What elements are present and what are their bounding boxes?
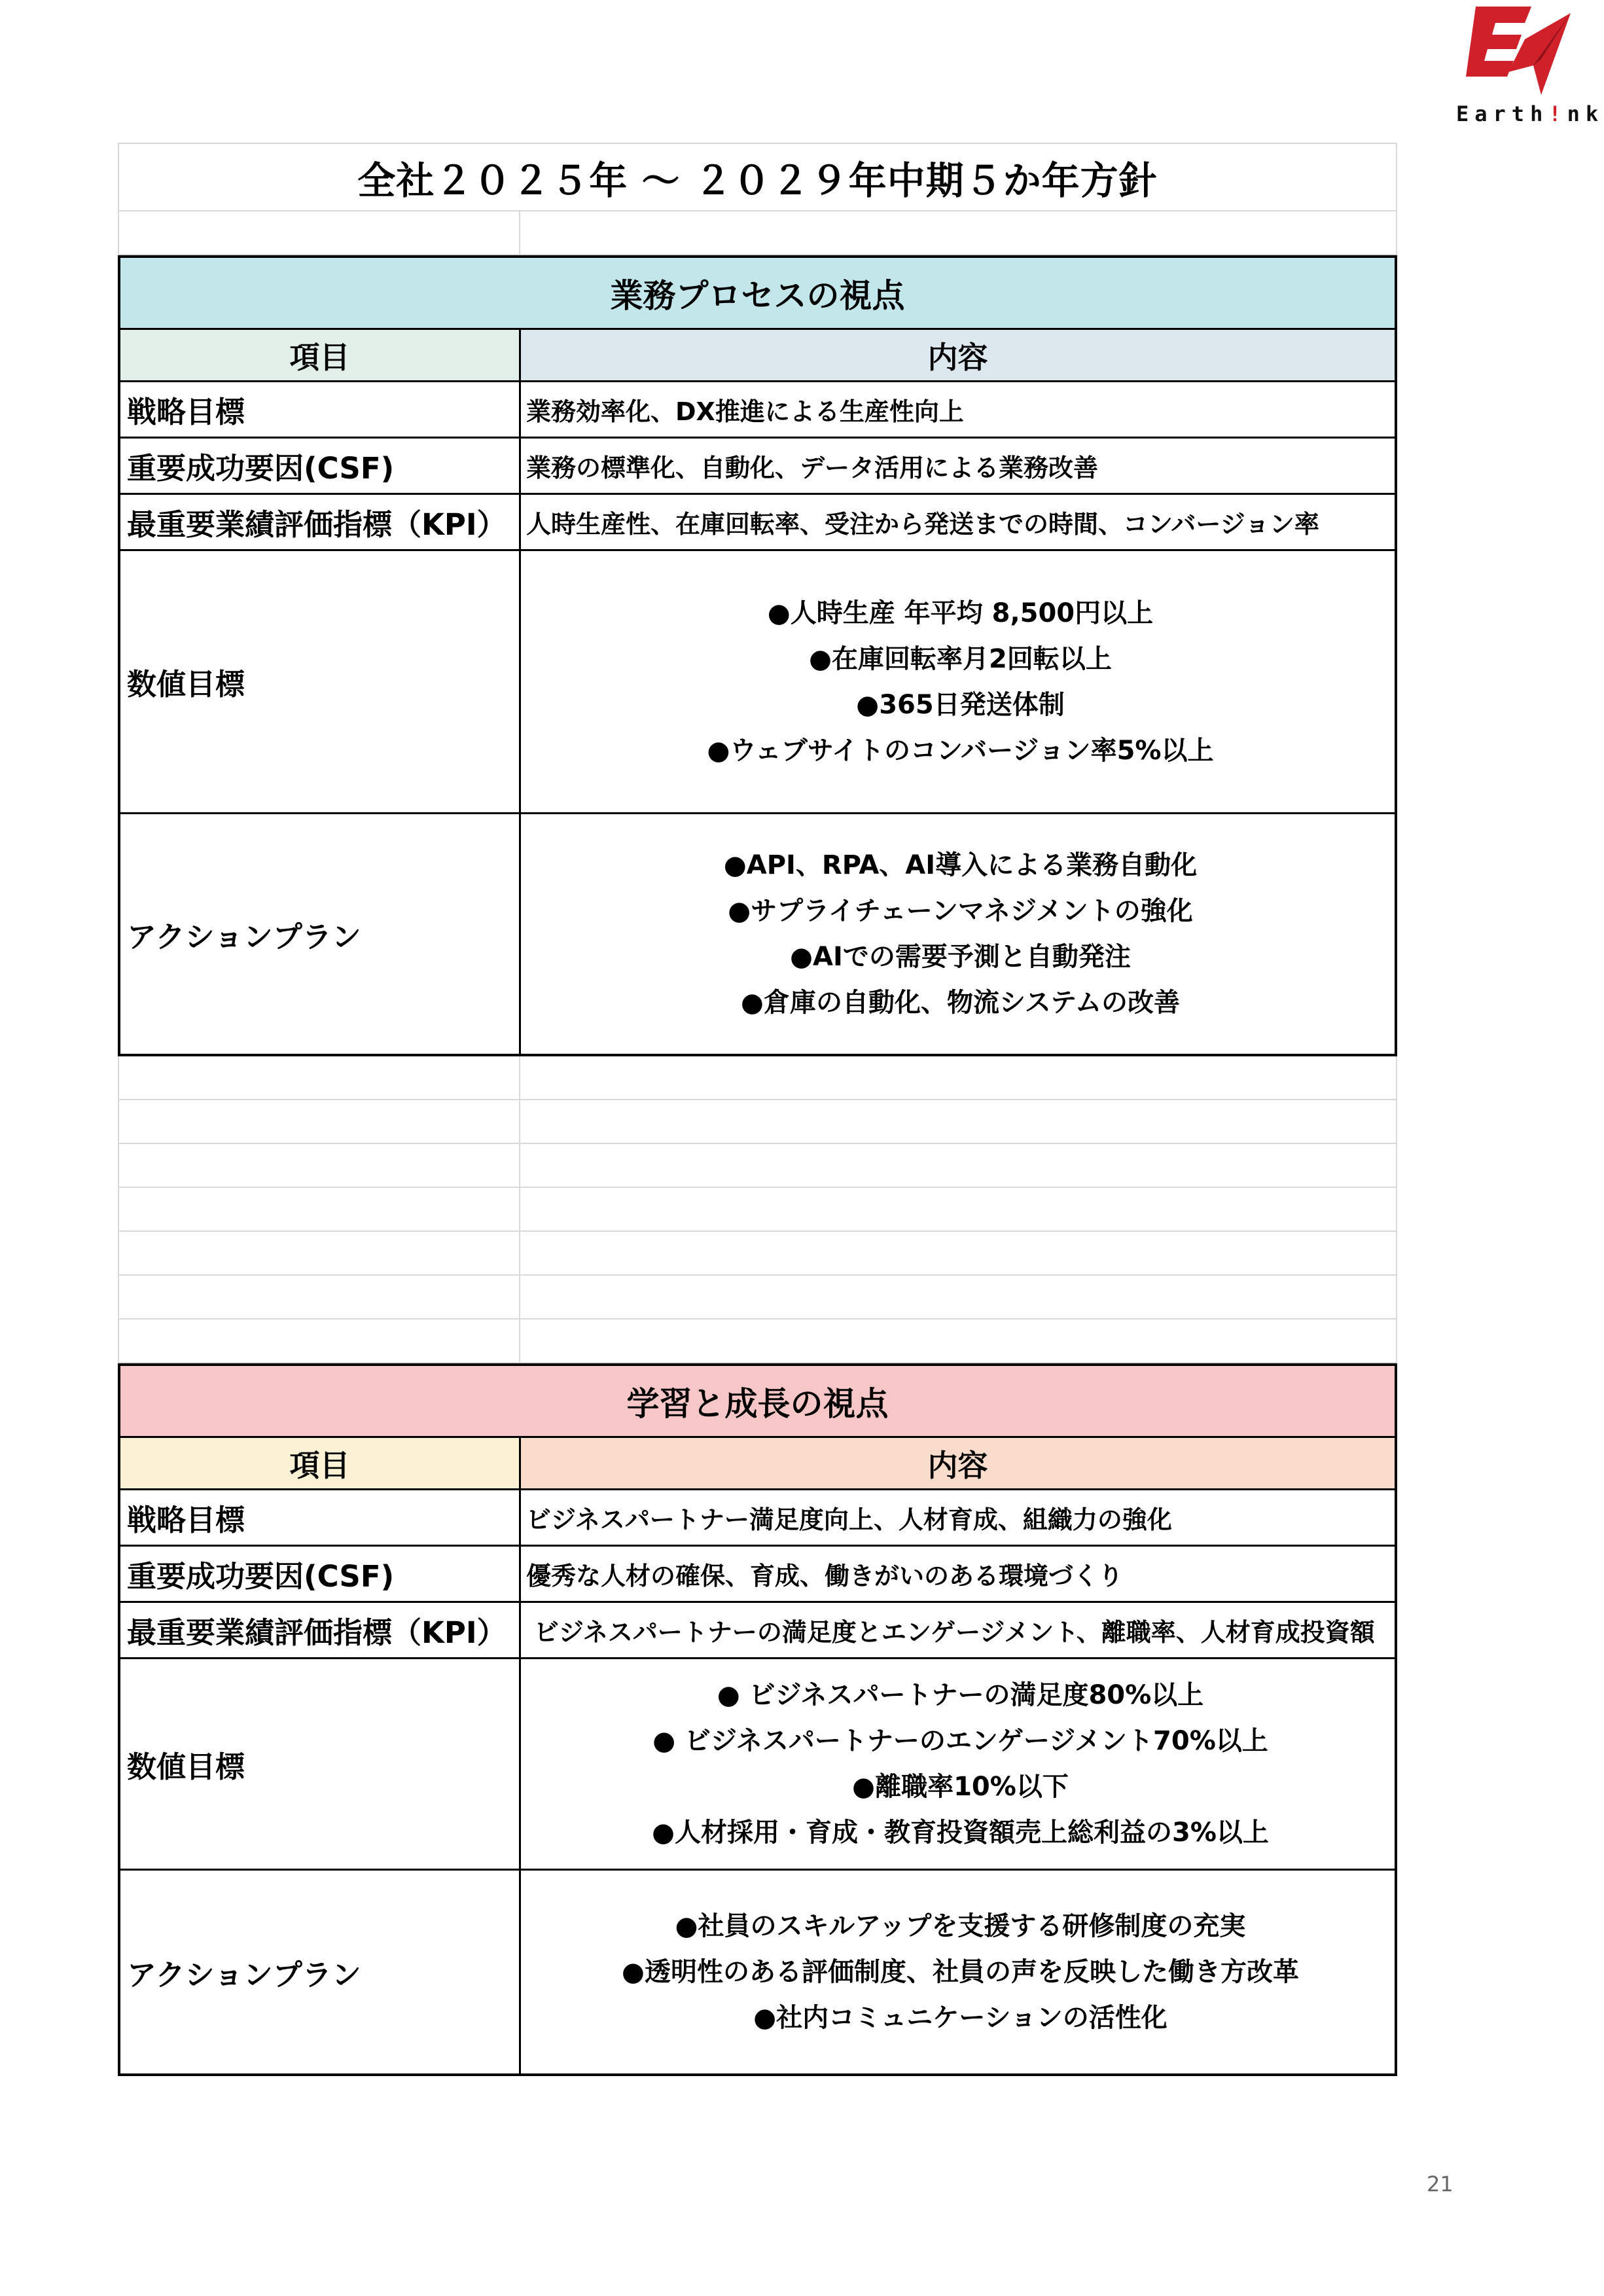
targets-label: 数値目標 bbox=[127, 1749, 245, 1784]
list-item: ●透明性のある評価制度、社員の声を反映した働き方改革 bbox=[622, 1957, 1299, 1987]
strategy-value: 業務効率化、DX推進による生産性向上 bbox=[526, 397, 964, 426]
table-row bbox=[120, 382, 1395, 439]
spacer-row bbox=[118, 1319, 1397, 1363]
table-row bbox=[120, 439, 1395, 495]
spacer-row bbox=[118, 211, 1397, 255]
list-item: ●離職率10%以下 bbox=[852, 1772, 1069, 1802]
learning-growth-table bbox=[118, 1363, 1397, 2076]
table-row bbox=[120, 814, 1395, 1054]
kpi-value: 人時生産性、在庫回転率、受注から発送までの時間、コンバージョン率 bbox=[526, 510, 1319, 539]
section-heading: 業務プロセスの視点 bbox=[120, 258, 1395, 330]
column-content-header: 内容 bbox=[927, 339, 988, 375]
title-row bbox=[118, 143, 1397, 211]
list-item: ●365日発送体制 bbox=[856, 689, 1065, 720]
list-item: ●在庫回転率月2回転以上 bbox=[809, 643, 1112, 674]
page-title: 全社２０２５年 ～ ２０２９年中期５か年方針 bbox=[357, 158, 1158, 203]
list-item: ● ビジネスパートナーの満足度80%以上 bbox=[717, 1680, 1204, 1710]
policy-sheet bbox=[118, 143, 1397, 2076]
list-item: ● ビジネスパートナーのエンゲージメント70%以上 bbox=[652, 1726, 1268, 1756]
company-logo bbox=[1456, 3, 1604, 128]
csf-value: 優秀な人材の確保、育成、働きがいのある環境づくり bbox=[526, 1562, 1124, 1590]
list-item: ●社員のスキルアップを支援する研修制度の充実 bbox=[675, 1911, 1246, 1941]
column-header-row bbox=[120, 330, 1395, 382]
page-number: 21 bbox=[1427, 2172, 1453, 2197]
csf-value: 業務の標準化、自動化、データ活用による業務改善 bbox=[526, 454, 1099, 482]
action-label: アクションプラン bbox=[127, 919, 361, 954]
strategy-label: 戦略目標 bbox=[127, 395, 245, 429]
targets-list bbox=[521, 1659, 1395, 1869]
spacer-row bbox=[118, 1144, 1397, 1188]
spacer-row bbox=[118, 1056, 1397, 1100]
targets-list bbox=[521, 551, 1395, 812]
table-row bbox=[120, 1659, 1395, 1871]
kpi-label: 最重要業績評価指標（KPI） bbox=[127, 507, 507, 542]
action-list bbox=[521, 814, 1395, 1054]
spacer-row bbox=[118, 1276, 1397, 1319]
strategy-value: ビジネスパートナー満足度向上、人材育成、組織力の強化 bbox=[526, 1505, 1172, 1534]
list-item: ●ウェブサイトのコンバージョン率5%以上 bbox=[707, 735, 1214, 766]
action-list bbox=[521, 1871, 1395, 2073]
list-item: ●AIでの需要予測と自動発注 bbox=[790, 942, 1131, 972]
table-row bbox=[120, 1547, 1395, 1603]
list-item: ●倉庫の自動化、物流システムの改善 bbox=[741, 988, 1180, 1018]
table-row bbox=[120, 551, 1395, 814]
spacer-row bbox=[118, 1188, 1397, 1232]
table-row bbox=[120, 1490, 1395, 1547]
action-label: アクションプラン bbox=[127, 1957, 361, 1992]
list-item: ●サプライチェーンマネジメントの強化 bbox=[728, 896, 1193, 926]
column-content-header: 内容 bbox=[927, 1447, 988, 1483]
list-item: ●API、RPA、AI導入による業務自動化 bbox=[723, 850, 1198, 880]
table-row bbox=[120, 495, 1395, 551]
strategy-label: 戦略目標 bbox=[127, 1503, 245, 1537]
logo-wordmark: Earth!nk bbox=[1456, 101, 1604, 126]
column-item-header: 項目 bbox=[289, 339, 350, 375]
kpi-label: 最重要業績評価指標（KPI） bbox=[127, 1615, 507, 1650]
earthink-logo-icon bbox=[1463, 3, 1574, 98]
spacer-row bbox=[118, 1100, 1397, 1144]
list-item: ●人材採用・育成・教育投資額売上総利益の3%以上 bbox=[652, 1818, 1269, 1848]
column-item-header: 項目 bbox=[289, 1447, 350, 1483]
business-process-table bbox=[118, 255, 1397, 1056]
table-row bbox=[120, 1871, 1395, 2073]
spacer-row bbox=[118, 1232, 1397, 1276]
list-item: ●社内コミュニケーションの活性化 bbox=[753, 2003, 1167, 2033]
list-item: ●人時生産 年平均 8,500円以上 bbox=[767, 598, 1154, 628]
section-heading: 学習と成長の視点 bbox=[120, 1366, 1395, 1438]
csf-label: 重要成功要因(CSF) bbox=[127, 451, 395, 486]
csf-label: 重要成功要因(CSF) bbox=[127, 1559, 395, 1594]
column-header-row bbox=[120, 1438, 1395, 1490]
table-row bbox=[120, 1603, 1395, 1659]
targets-label: 数値目標 bbox=[127, 667, 245, 702]
kpi-value: ビジネスパートナーの満足度とエンゲージメント、離職率、人材育成投資額 bbox=[534, 1618, 1375, 1647]
